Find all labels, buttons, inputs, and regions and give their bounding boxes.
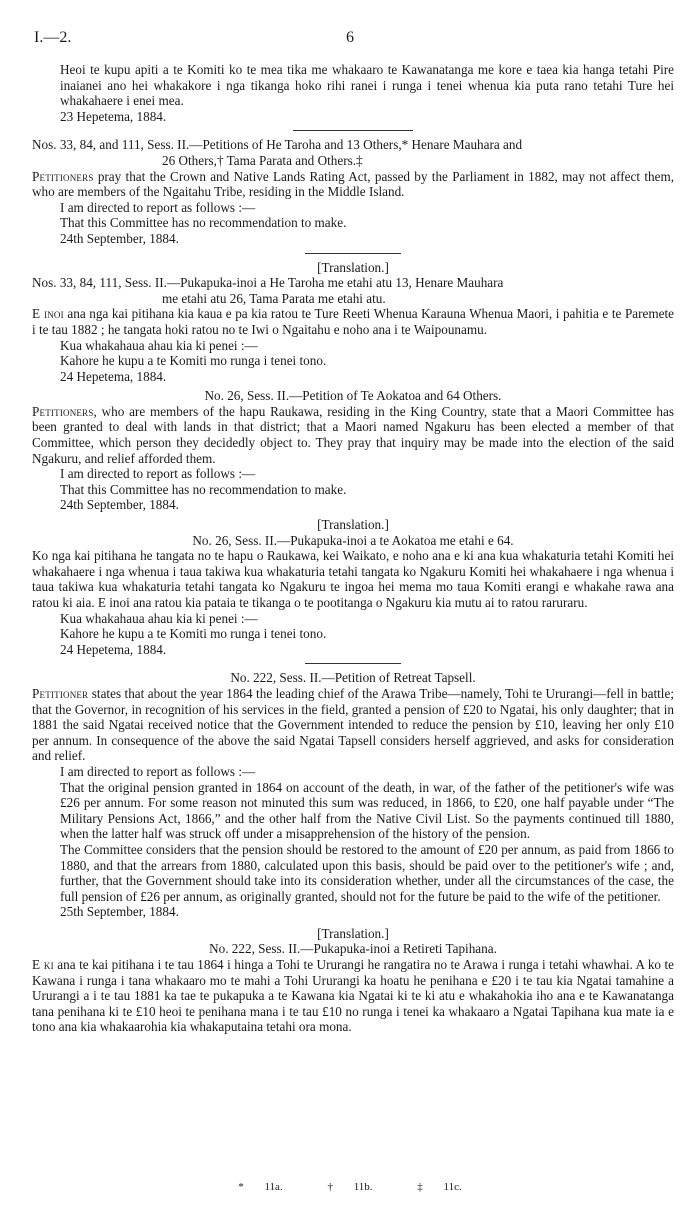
directed-line: Kua whakahaua ahau kia ki penei :— [60,337,258,353]
petition-lead: Petitioners [32,168,94,184]
page-content [32,62,674,1035]
petition-body: Petitioner states that about the year 1864 the leading chief of the Arawa Tribe—namely, Tohi te Ururangi—fell in battle; that the Governor, in recognition of his services in the field, granted a pension of £20 to Ngatai, his only daughter; that in 1881 the said Ngatai received notice that the Government intended to reduce the pension by £10, leaving her only £10 per annum. In consequence of the above the said Ngatai Tapsell considers herself aggrieved, and asks for consideration and relief. [32,685,674,764]
committee-report: That this Committee has no recommendation to make. [60,215,347,231]
translation-label: [Translation.] [317,259,389,275]
petition-heading: No. 222, Sess. II.—Petition of Retreat Tapsell. [230,670,476,686]
petition-heading: No. 222, Sess. II.—Pukapuka-inoi a Retireti Tapihana. [209,941,497,957]
section-divider [305,663,401,664]
petition-heading: No. 26, Sess. II.—Pukapuka-inoi a te Aokatoa me etahi e 64. [192,532,514,548]
directed-line: Kua whakahaua ahau kia ki penei :— [60,610,258,626]
page-number: 6 [346,29,354,46]
date-line: 24th September, 1884. [60,230,179,246]
petition-body: E inoi ana nga kai pitihana kia kaua e pa kia ratou te Ture Reeti Whenua Karauna Whenua Maori, i pahitia e te Paremete i te tau 1882 ; he tangata hoki ratou no te Iwi o Ngaitahu e noho ana i te Waipounamu. [32,306,674,337]
petition-lead: E inoi [32,306,64,322]
petition-heading: Nos. 33, 84, and 111, Sess. II.—Petitions of He Taroha and 13 Others,* Henare Mauhara and [32,137,523,153]
section-divider [305,253,401,254]
document-reference: I.—2. [34,29,72,46]
petition-body: E ki ana te kai pitihana i te tau 1864 i hinga a Tohi te Ururangi he rangatira no te Arawa i runga i tetahi whawhai. A ko te Kawana i runga i tana whakaaro mo te mahi a Tohi Ururangi ka hoatu he penihana e £20 i te tau kia Ngatai tamahine a Ururangi a i te tau 1881 ka tae te pukapuka a te Kawana kia Ngatai ki te ki atu e whakahokia iho ana e te Kawanatanga tana penihana ki te £10 heoi te penihana mana i te tau £10 no runga i tenei ka whakaaro a Ngatai Tapihana kua mate ia e tono ana kia whakaarohia kia whakaputaina tetahi ora mona. [32,957,674,1035]
committee-report: That the original pension granted in 1864 on account of the death, in war, of the father of the petitioner's wife was £26 per annum. For some reason not minuted this sum was reduced, in 1866, to £20, one half payable under “The Military Pensions Act, 1866,” and the other half from the Native Civil List. So the payments continued till 1880, when the latter half was struck off under a misapprehension of the history of the pension. [60,779,674,842]
committee-report: Kahore he kupu a te Komiti mo runga i tenei tono. [60,353,327,369]
petition-heading: No. 26, Sess. II.—Petition of Te Aokatoa and 64 Others. [204,388,502,404]
footnote-a: * 11a. [238,1181,283,1193]
translation-label: [Translation.] [317,517,389,533]
petition-lead: Petitioners [32,403,94,419]
date-line: 25th September, 1884. [60,904,179,920]
translation-label: [Translation.] [317,925,389,941]
petition-lead: Petitioner [32,685,89,701]
petition-body: Ko nga kai pitihana he tangata no te hapu o Raukawa, kei Waikato, e noho ana e ki ana kua whakaturia tetahi Komiti hei whakahaere i nga whenua i taua takiwa kua whakaturia tetahi tangata ko Ngakuru Komiti hei whakahaere i nga whenua i taua takiwa kua whakaturia tetahi tangata ko Ngakuru te ingoa hei mema mo taua Komiti erangi e whakahe rawa ana ratou ki aia. E inoi ana ratou kia pataia te tikanga o te pootitanga o Ngakuru kia mutu ai to ratou raruraru. [32,548,674,610]
petition-heading-continued: me etahi atu 26, Tama Parata me etahi atu. [162,290,386,306]
committee-report: The Committee considers that the pension should be restored to the amount of £20 per annum, as paid from 1866 to 1880, and that the arrears from 1880, calculated upon this basis, should be paid over to the petitioner's wife ; and, further, that the Government should take into its consideration whether, under all the circumstances of the case, the full pension of £26 per annum, as originally granted, should not for the future be paid to the wife of the petitioner. [60,841,674,904]
petition-heading-continued: 26 Others,† Tama Parata and Others.‡ [162,152,363,168]
petition-lead: E ki [32,957,54,973]
date-line: 24 Hepetema, 1884. [60,368,167,384]
date-line: 23 Hepetema, 1884. [60,108,167,124]
page-header [34,30,666,50]
petition-heading: Nos. 33, 84, 111, Sess. II.—Pukapuka-inoi a He Taroha me etahi atu 13, Henare Mauhara [32,275,504,291]
committee-report: Kahore he kupu a te Komiti mo runga i tenei tono. [60,626,327,642]
footnotes [0,1180,700,1196]
directed-line: I am directed to report as follows :— [60,199,256,215]
date-line: 24 Hepetema, 1884. [60,641,167,657]
footnote-b: † 11b. [327,1181,373,1193]
committee-report: That this Committee has no recommendation to make. [60,481,347,497]
footnote-c: ‡ 11c. [417,1181,462,1193]
petition-body: Petitioners pray that the Crown and Native Lands Rating Act, passed by the Parliament in 1882, may not affect them, who are members of the Ngaitahu Tribe, residing in the Middle Island. [32,168,674,200]
directed-line: I am directed to report as follows :— [60,763,256,779]
petition-body: Petitioners, who are members of the hapu Raukawa, residing in the King Country, state that a Maori Committee has been granted to deal with lands in that district; that a Maori named Ngakuru has been elected a member of that Committee, which person they decidedly object to. They pray that inquiry may be made into the election of the said Ngakuru, and relief afforded them. [32,403,674,466]
directed-line: I am directed to report as follows :— [60,466,256,482]
section-divider [293,130,413,131]
maori-recommendation-paragraph: Heoi te kupu apiti a te Komiti ko te mea tika me whakaaro te Kawanatanga me kore e taea kia hanga tetahi Pire inaianei ano hei whakakore i nga tikanga hoko rihi ranei i runga i tenei whenua kia puta rano tetahi Ture hei whakahaere i enei mea. [60,62,674,109]
date-line: 24th September, 1884. [60,497,179,513]
